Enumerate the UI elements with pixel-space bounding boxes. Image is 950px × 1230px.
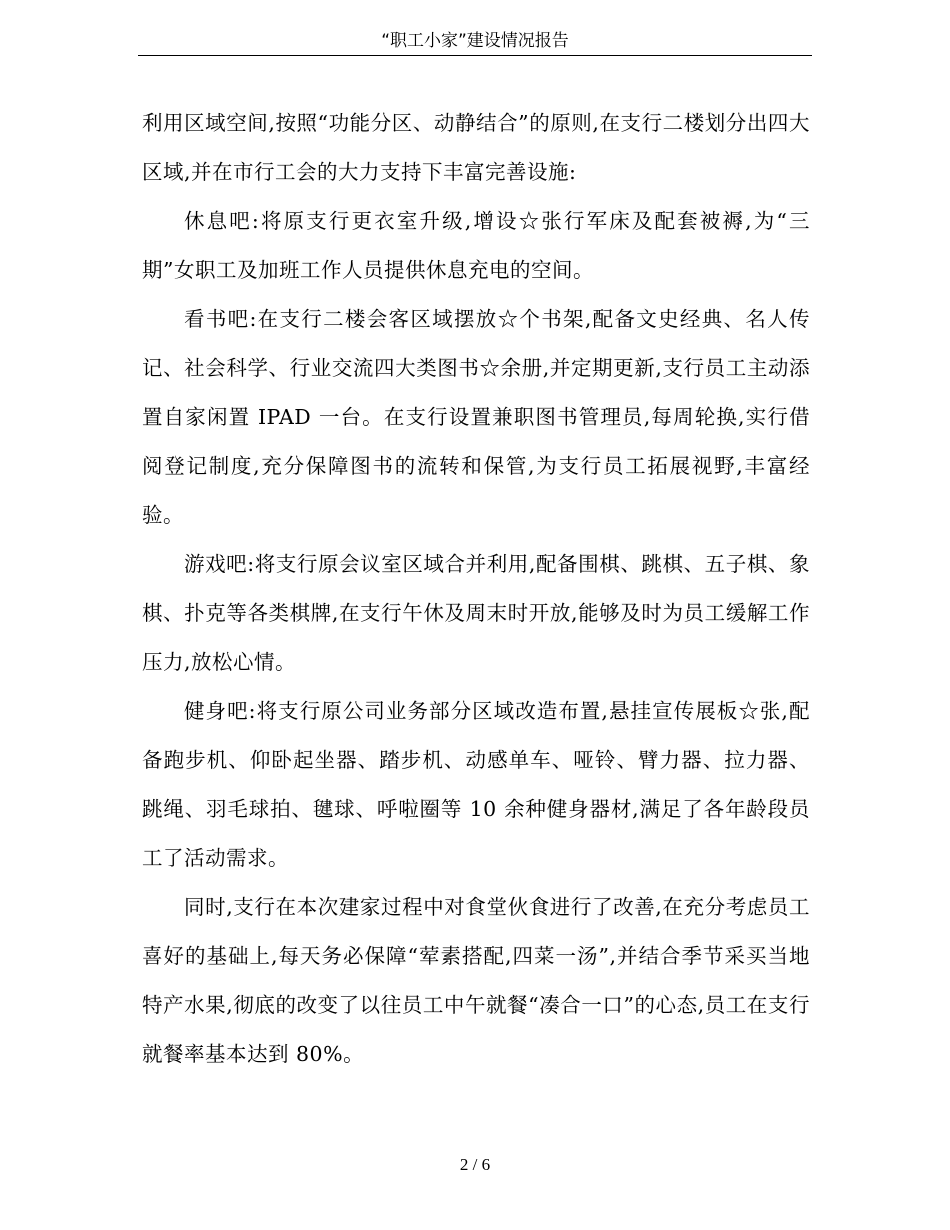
page-number: 2 / 6 — [459, 1155, 491, 1174]
document-body — [142, 99, 810, 1079]
paragraph-canteen: 同时,支行在本次建家过程中对食堂伙食进行了改善,在充分考虑员工喜好的基础上,每天务必保障“荤素搭配,四菜一汤”,并结合季节采买当地特产水果,彻底的改变了以往员工中午就餐“凑合一口”的心态,员工在支行就餐率基本达到 80%。 — [142, 895, 810, 1066]
page-header-title: “职工小家”建设情况报告 — [381, 31, 569, 51]
paragraph-game-area: 游戏吧:将支行原会议室区域合并利用,配备围棋、跳棋、五子棋、象棋、扑克等各类棋牌,在支行午休及周末时开放,能够及时为员工缓解工作压力,放松心情。 — [142, 552, 810, 674]
header-divider — [138, 55, 812, 56]
paragraph-rest-area: 休息吧:将原支行更衣室升级,增设☆张行军床及配套被褥,为“三期”女职工及加班工作人员提供休息充电的空间。 — [142, 209, 810, 282]
paragraph-reading-area: 看书吧:在支行二楼会客区域摆放☆个书架,配备文史经典、名人传记、社会科学、行业交流四大类图书☆余册,并定期更新,支行员工主动添置自家闲置 IPAD 一台。在支行设置兼职图书管理员,每周轮换,实行借阅登记制度,充分保障图书的流转和保管,为支行员工拓展视野,丰富经验。 — [142, 307, 810, 527]
paragraph-fitness-area: 健身吧:将支行原公司业务部分区域改造布置,悬挂宣传展板☆张,配备跑步机、仰卧起坐器、踏步机、动感单车、哑铃、臂力器、拉力器、跳绳、羽毛球拍、毽球、呼啦圈等 10 余种健身器材,满足了各年龄段员工了活动需求。 — [142, 699, 810, 870]
paragraph-intro-continued: 利用区域空间,按照“功能分区、动静结合”的原则,在支行二楼划分出四大区域,并在市行工会的大力支持下丰富完善设施: — [142, 111, 810, 184]
